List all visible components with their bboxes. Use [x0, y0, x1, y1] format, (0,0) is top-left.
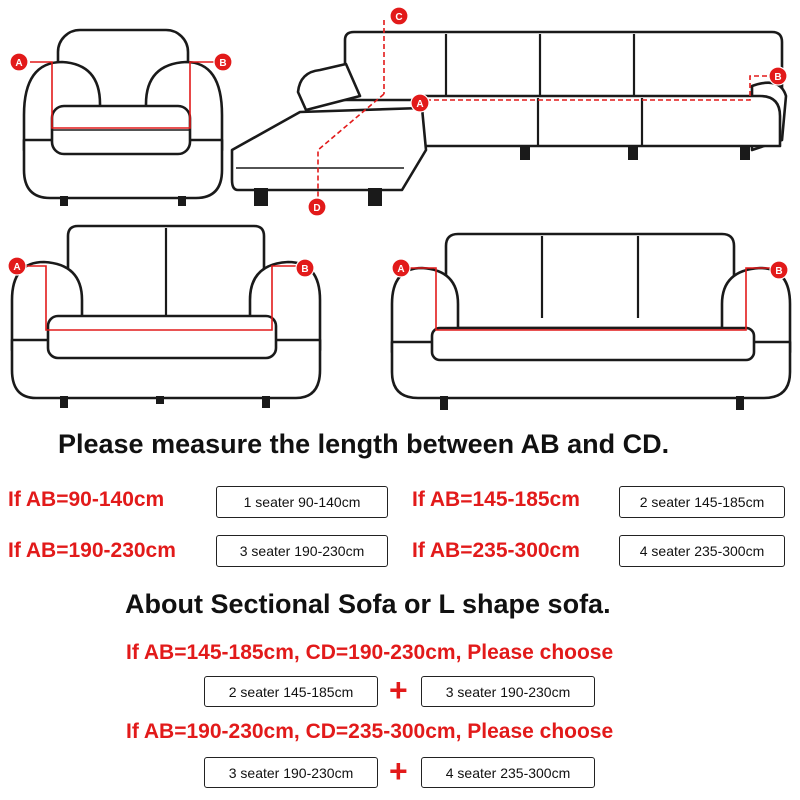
three-seater-diagram — [392, 234, 790, 410]
size-option-1-seater: 1 seater 90-140cm — [216, 486, 388, 518]
svg-text:B: B — [774, 72, 782, 83]
marker-b-three-seater — [770, 261, 788, 279]
marker-d-sectional — [308, 198, 326, 216]
rule-condition-1: If AB=90-140cm — [8, 488, 165, 511]
svg-text:B: B — [301, 264, 309, 275]
marker-a-armchair — [10, 53, 28, 71]
loveseat-diagram — [12, 226, 320, 408]
rule-condition-4: If AB=235-300cm — [412, 539, 580, 562]
sectional-option-2a: 3 seater 190-230cm — [204, 757, 378, 788]
svg-text:B: B — [219, 58, 227, 69]
sectional-option-1a: 2 seater 145-185cm — [204, 676, 378, 707]
sectional-diagram — [232, 20, 786, 206]
svg-text:D: D — [313, 203, 321, 214]
svg-text:A: A — [13, 262, 21, 273]
marker-b-sectional — [769, 67, 787, 85]
svg-text:B: B — [775, 266, 783, 277]
marker-a-three-seater — [392, 259, 410, 277]
marker-a-loveseat — [8, 257, 26, 275]
svg-text:C: C — [395, 12, 403, 23]
sectional-option-1b: 3 seater 190-230cm — [421, 676, 595, 707]
svg-text:A: A — [416, 99, 424, 110]
marker-b-loveseat — [296, 259, 314, 277]
marker-c-sectional — [390, 7, 408, 25]
plus-icon: + — [389, 672, 408, 708]
size-option-3-seater: 3 seater 190-230cm — [216, 535, 388, 567]
plus-icon: + — [389, 753, 408, 789]
marker-a-sectional — [411, 94, 429, 112]
sectional-heading: About Sectional Sofa or L shape sofa. — [125, 589, 611, 619]
size-option-4-seater: 4 seater 235-300cm — [619, 535, 785, 567]
sectional-option-2b: 4 seater 235-300cm — [421, 757, 595, 788]
armchair-diagram — [24, 30, 222, 206]
rule-condition-3: If AB=190-230cm — [8, 539, 176, 562]
measure-heading: Please measure the length between AB and CD. — [58, 429, 670, 459]
sectional-rule-condition-1: If AB=145-185cm, CD=190-230cm, Please choose — [126, 641, 614, 664]
marker-b-armchair — [214, 53, 232, 71]
rule-condition-2: If AB=145-185cm — [412, 488, 580, 511]
sectional-rule-condition-2: If AB=190-230cm, CD=235-300cm, Please choose — [126, 720, 614, 743]
svg-text:A: A — [15, 58, 23, 69]
svg-text:A: A — [397, 264, 405, 275]
size-option-2-seater: 2 seater 145-185cm — [619, 486, 785, 518]
